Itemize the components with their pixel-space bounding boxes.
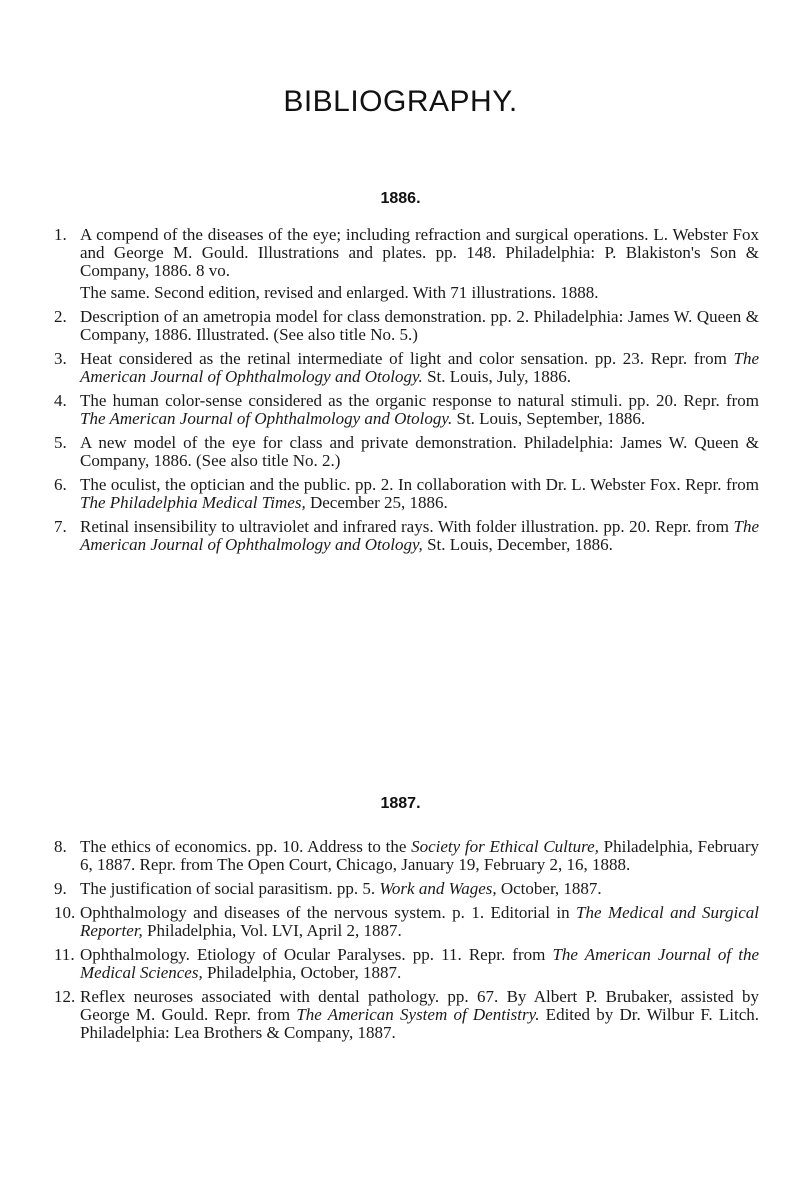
bibliography-entry <box>54 946 759 982</box>
entry-journal-title: The American Journal of the Medical Sciences, <box>80 945 759 982</box>
entry-list-1887 <box>54 838 759 1048</box>
entry-text: A compend of the diseases of the eye; including refraction and surgical operations. L. Webster Fox and George M. Gould. Illustrations and plates. pp. 148. Philadelphia: P. Blakiston's Son & Company, 1886. 8 vo. <box>80 225 759 280</box>
year-heading-1887: 1887. <box>380 795 421 812</box>
entry-text-continued: Philadelphia, February 6, 1887. Repr. from The Open Court, Chicago, January 19, February 2, 16, 1888. <box>80 837 759 874</box>
bibliography-entry <box>54 880 759 898</box>
entry-journal-title: Society for Ethical Culture, <box>411 837 599 856</box>
entry-text-continued: St. Louis, September, 1886. <box>452 409 646 428</box>
entry-number: 2. <box>54 307 67 326</box>
entry-number: 8. <box>54 837 67 856</box>
bibliography-entry <box>54 518 759 554</box>
entry-number: 11. <box>54 945 75 964</box>
bibliography-entry <box>54 904 759 940</box>
bibliography-entry <box>54 838 759 874</box>
entry-number: 1. <box>54 225 67 244</box>
bibliography-entry <box>54 308 759 344</box>
entry-text-continued: St. Louis, July, 1886. <box>422 367 571 386</box>
entry-text: The oculist, the optician and the public. pp. 2. In collaboration with Dr. L. Webster Fox. Repr. from <box>80 475 759 494</box>
entry-text-continued: December 25, 1886. <box>305 493 448 512</box>
entry-text: The human color-sense considered as the organic response to natural stimuli. pp. 20. Repr. from <box>80 391 759 410</box>
entry-number: 5. <box>54 433 67 452</box>
page-title: BIBLIOGRAPHY. <box>283 85 518 118</box>
entry-journal-title: Work and Wages, <box>379 879 497 898</box>
entry-text: The justification of social parasitism. pp. 5. <box>80 879 380 898</box>
entry-text-continued: Philadelphia, October, 1887. <box>202 963 402 982</box>
entry-text-continued: Edited by Dr. Wilbur F. Litch. Philadelphia: Lea Brothers & Company, 1887. <box>80 1005 760 1042</box>
entry-text: The ethics of economics. pp. 10. Address to the <box>80 837 412 856</box>
entry-number: 10. <box>54 903 76 922</box>
entry-subnote: The same. Second edition, revised and enlarged. With 71 illustrations. 1888. <box>80 283 599 302</box>
entry-text: Ophthalmology and diseases of the nervous system. p. 1. Editorial in <box>80 903 577 922</box>
entry-journal-title: The American Journal of Ophthalmology and Otology. <box>80 409 453 428</box>
entry-number: 7. <box>54 517 67 536</box>
entry-journal-title: The American System of Dentistry. <box>296 1005 540 1024</box>
entry-number: 12. <box>54 987 76 1006</box>
entry-journal-title: The Philadelphia Medical Times, <box>80 493 306 512</box>
entry-text: Heat considered as the retinal intermediate of light and color sensation. pp. 23. Repr. from <box>80 349 734 368</box>
entry-text-continued: St. Louis, December, 1886. <box>422 535 613 554</box>
entry-text-continued: Philadelphia, Vol. LVI, April 2, 1887. <box>142 921 402 940</box>
entry-text: Description of an ametropia model for class demonstration. pp. 2. Philadelphia: James W. Queen & Company, 1886. Illustrated. (See also title No. 5.) <box>80 307 759 344</box>
bibliography-entry <box>54 392 759 428</box>
year-heading-1886: 1886. <box>380 190 421 207</box>
entry-number: 3. <box>54 349 67 368</box>
bibliography-entry <box>54 988 759 1042</box>
entry-text: Ophthalmology. Etiology of Ocular Paralyses. pp. 11. Repr. from <box>80 945 553 964</box>
entry-number: 4. <box>54 391 67 410</box>
bibliography-entry <box>54 226 759 302</box>
entry-journal-title: The American Journal of Ophthalmology and Otology, <box>80 517 759 554</box>
bibliography-entry <box>54 350 759 386</box>
entry-text: Reflex neuroses associated with dental pathology. pp. 67. By Albert P. Brubaker, assisted by George M. Gould. Repr. from <box>80 987 759 1024</box>
entry-list-1886 <box>54 226 759 560</box>
entry-journal-title: The American Journal of Ophthalmology and Otology. <box>80 349 759 386</box>
entry-text-continued: October, 1887. <box>496 879 602 898</box>
bibliography-entry <box>54 434 759 470</box>
entry-text: A new model of the eye for class and private demonstration. Philadelphia: James W. Queen & Company, 1886. (See also title No. 2.) <box>80 433 759 470</box>
entry-text: Retinal insensibility to ultraviolet and infrared rays. With folder illustration. pp. 20. Repr. from <box>80 517 734 536</box>
entry-number: 9. <box>54 879 67 898</box>
entry-number: 6. <box>54 475 67 494</box>
entry-journal-title: The Medical and Surgical Reporter, <box>80 903 759 940</box>
bibliography-entry <box>54 476 759 512</box>
